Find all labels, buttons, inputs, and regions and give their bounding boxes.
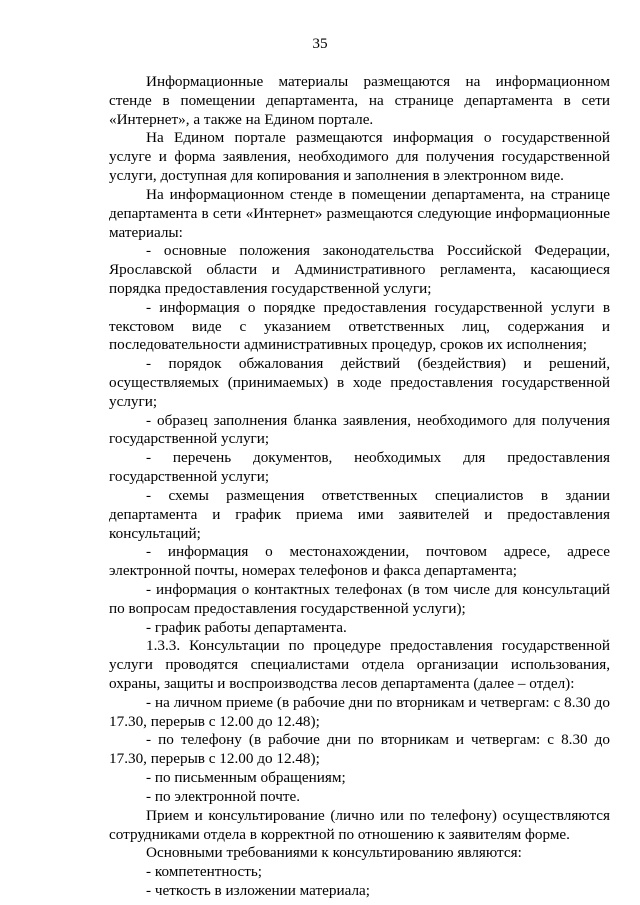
list-item-application-sample: - образец заполнения бланка заявления, необходимого для получения государственной услуги; bbox=[109, 411, 610, 448]
list-item-written-requests: - по письменным обращениям; bbox=[146, 769, 346, 787]
list-item-phone-consultation: - по телефону (в рабочие дни по вторникам и четвергам: с 8.30 до 17.30, перерыв с 12.00 до 12.48); bbox=[109, 731, 610, 768]
list-item-clarity: - четкость в изложении материала; bbox=[146, 881, 371, 899]
list-item-competence: - компетентность; bbox=[146, 863, 263, 881]
list-item-specialist-schedule: - схемы размещения ответственных специалистов в здании департамента и график приема ими заявителей и предоставления консультаций; bbox=[109, 486, 610, 542]
list-item-appeal-procedure: - порядок обжалования действий (бездействия) и решений, осуществляемых (принимаемых) в ходе предоставления государственной услуги; bbox=[109, 355, 610, 410]
list-item-work-schedule: - график работы департамента. bbox=[146, 618, 347, 636]
paragraph-reception-manner: Прием и консультирование (лично или по телефону) осуществляются сотрудниками отдела в корректной по отношению к заявителям форме. bbox=[109, 806, 610, 843]
paragraph-requirements-intro: Основными требованиями к консультированию являются: bbox=[146, 844, 522, 862]
list-item-document-list: - перечень документов, необходимых для предоставления государственной услуги; bbox=[109, 449, 610, 486]
page-number: 35 bbox=[312, 35, 328, 52]
list-item-legislation: - основные положения законодательства Российской Федерации, Ярославской области и Административного регламента, касающиеся порядка предоставления государственной услуги; bbox=[109, 242, 610, 297]
paragraph-portal-info: На Едином портале размещаются информация о государственной услуге и форма заявления, необходимого для получения государственной услуги, доступная для копирования и заполнения в электронном виде. bbox=[109, 129, 610, 185]
paragraph-info-materials-placement: Информационные материалы размещаются на информационном стенде в помещении департамента, на странице департамента в сети «Интернет», а также на Едином портале. bbox=[109, 73, 610, 128]
list-item-procedure-info: - информация о порядке предоставления государственной услуги в текстовом виде с указанием ответственных лиц, содержания и последовательности административных процедур, сроков их исполнения; bbox=[109, 298, 610, 354]
paragraph-stand-materials-intro: На информационном стенде в помещении департамента, на странице департамента в сети «Интернет» размещаются следующие информационные материалы: bbox=[109, 185, 610, 241]
document-body bbox=[109, 73, 610, 901]
list-item-contact-phones: - информация о контактных телефонах (в том числе для консультаций по вопросам предоставления государственной услуги); bbox=[109, 580, 610, 617]
list-item-email: - по электронной почте. bbox=[146, 787, 301, 805]
list-item-contact-address: - информация о местонахождении, почтовом адресе, адресе электронной почты, номерах телефонов и факса департамента; bbox=[109, 543, 610, 580]
list-item-personal-reception: - на личном приеме (в рабочие дни по вторникам и четвергам: с 8.30 до 17.30, перерыв с 12.00 до 12.48); bbox=[109, 693, 610, 730]
paragraph-consultations: 1.3.3. Консультации по процедуре предоставления государственной услуги проводятся специалистами отдела организации использования, охраны, защиты и воспроизводства лесов департамента (далее – отдел): bbox=[109, 637, 610, 692]
